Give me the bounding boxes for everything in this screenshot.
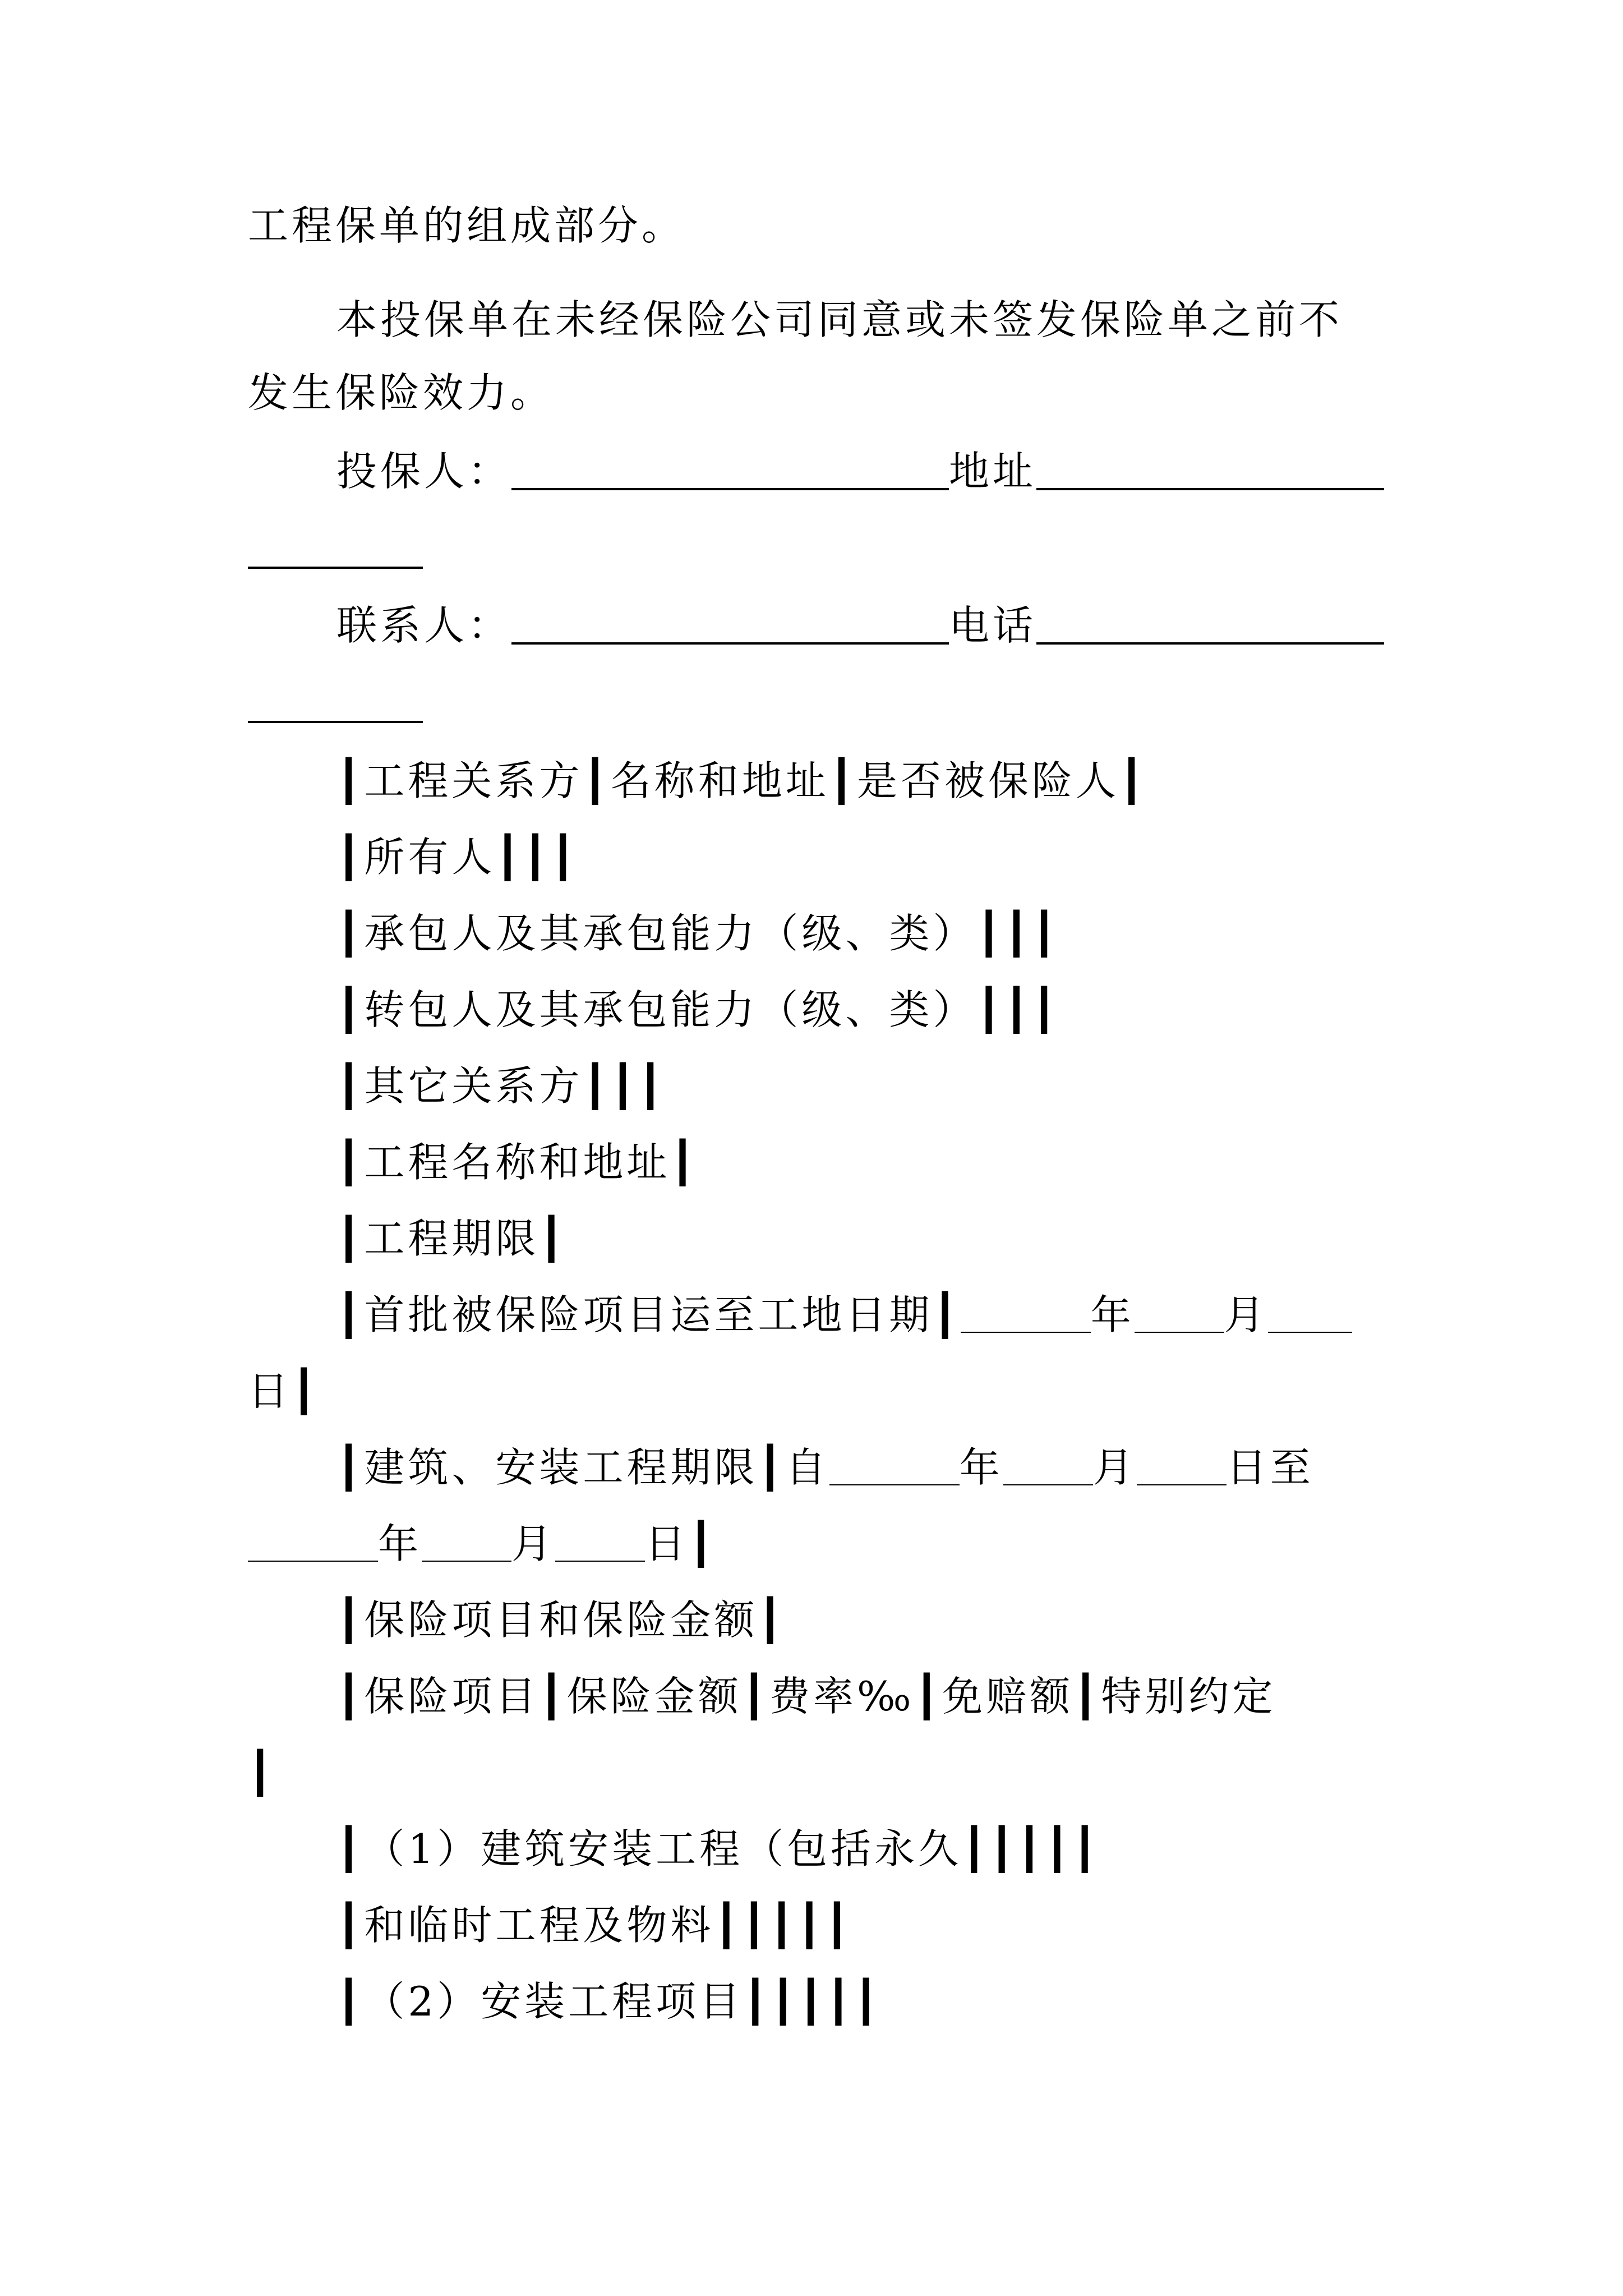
construction-period-line-end: [248, 1516, 716, 1572]
address-field[interactable]: [1036, 443, 1384, 490]
end-year-blank[interactable]: [248, 1516, 378, 1562]
table-row-end: ┃: [248, 1749, 276, 1796]
year-label: 年: [959, 1444, 1003, 1491]
contact-line: [336, 597, 1384, 654]
text-line: 工程保单的组成部分。: [248, 202, 686, 249]
contact-field[interactable]: [511, 597, 949, 645]
table-row: ┃工程名称和地址┃: [336, 1139, 698, 1186]
applicant-field[interactable]: [511, 443, 949, 490]
applicant-label: 投保人：: [336, 448, 512, 495]
table-row: ┃（1）建筑安装工程（包括永久┃┃┃┃┃: [336, 1825, 1100, 1872]
until-label: 日至: [1226, 1444, 1314, 1491]
first-delivery-label: ┃首批被保险项目运至工地日期┃: [336, 1291, 961, 1338]
year-label: 年: [378, 1520, 422, 1567]
address-label: 地址: [949, 448, 1037, 495]
cell-divider: ┃: [689, 1520, 717, 1567]
year-blank[interactable]: [961, 1287, 1091, 1333]
start-day-blank[interactable]: [1137, 1439, 1227, 1485]
table-row: ┃所有人┃┃┃: [336, 834, 579, 881]
phone-field[interactable]: [1036, 597, 1384, 645]
end-month-blank[interactable]: [422, 1516, 511, 1562]
start-month-blank[interactable]: [1003, 1439, 1093, 1485]
end-day-blank[interactable]: [555, 1516, 645, 1562]
first-delivery-date-line-end: [248, 1363, 319, 1419]
table-row: ┃保险项目┃保险金额┃费率‰┃免赔额┃特别约定: [336, 1673, 1276, 1720]
phone-field-continuation[interactable]: [248, 676, 423, 723]
applicant-line: [336, 443, 1384, 499]
first-delivery-date-line: [336, 1287, 1352, 1343]
table-row: ┃和临时工程及物料┃┃┃┃┃: [336, 1902, 853, 1949]
phone-label: 电话: [949, 602, 1037, 649]
contact-label: 联系人：: [336, 602, 512, 649]
table-row: ┃其它关系方┃┃┃: [336, 1062, 666, 1110]
table-row: ┃承包人及其承包能力（级、类）┃┃┃: [336, 910, 1060, 957]
construction-period-line: [336, 1439, 1314, 1496]
month-blank[interactable]: [1135, 1287, 1224, 1333]
text-line: 本投保单在未经保险公司同意或未签发保险单之前不: [336, 296, 1343, 343]
start-year-blank[interactable]: [829, 1439, 960, 1485]
text-line: 发生保险效力。: [248, 369, 555, 416]
day-blank[interactable]: [1268, 1287, 1352, 1333]
month-label: 月: [511, 1520, 556, 1567]
cell-divider: ┃: [292, 1368, 320, 1415]
month-label: 月: [1092, 1444, 1137, 1491]
address-field-continuation[interactable]: [248, 522, 423, 569]
day-label: 日: [645, 1520, 689, 1567]
table-row: ┃工程期限┃: [336, 1215, 567, 1262]
table-row: ┃保险项目和保险金额┃: [336, 1596, 786, 1644]
construction-period-label: ┃建筑、安装工程期限┃自: [336, 1444, 829, 1491]
day-label: 日: [248, 1368, 292, 1415]
table-row: ┃工程关系方┃名称和地址┃是否被保险人┃: [336, 757, 1147, 804]
table-row: ┃转包人及其承包能力（级、类）┃┃┃: [336, 986, 1060, 1033]
table-row: ┃（2）安装工程项目┃┃┃┃┃: [336, 1978, 882, 2025]
month-label: 月: [1224, 1291, 1268, 1338]
year-label: 年: [1090, 1291, 1135, 1338]
